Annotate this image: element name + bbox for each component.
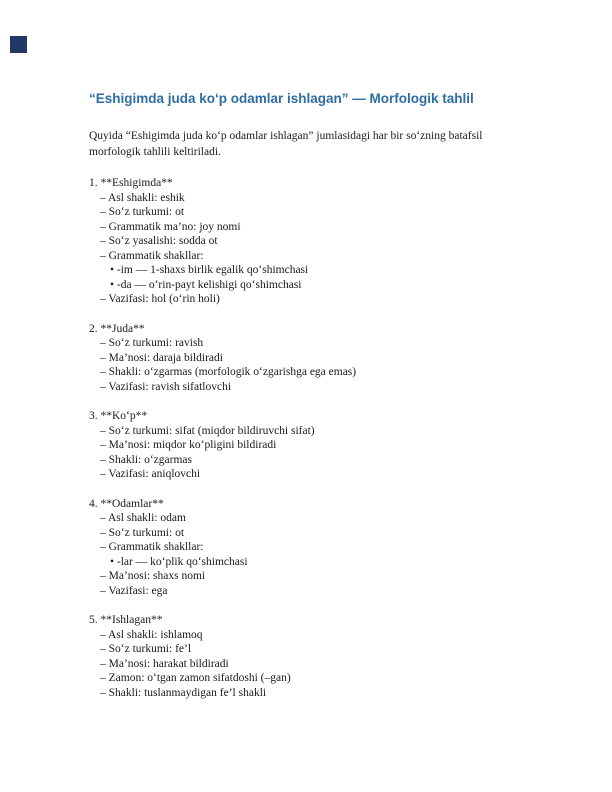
section-heading: 3. **Ko‘p**	[89, 410, 148, 422]
sub-bullet-line: • -da — o‘rin-payt kelishigi qo‘shimchasi	[110, 278, 302, 291]
dash-line: – So‘z turkumi: ot	[100, 206, 185, 218]
dash-line: – Shakli: tuslanmaydigan fe’l shakli	[100, 686, 267, 699]
analysis-section	[89, 497, 524, 599]
intro-paragraph: Quyida “Eshigimda juda ko‘p odamlar ishlagan” jumlasidagi har bir so‘zning batafsil morfologik tahlili keltiriladi.	[89, 130, 483, 158]
dash-line: – So‘z yasalishi: sodda ot	[100, 235, 218, 247]
dash-line: – So‘z turkumi: ot	[100, 526, 185, 539]
analysis-section	[89, 176, 524, 307]
analysis-section	[89, 613, 524, 700]
dash-line: – Asl shakli: odam	[100, 512, 186, 524]
dash-line: – Grammatik ma’no: joy nomi	[100, 220, 241, 233]
section-heading: 1. **Eshigimda**	[89, 177, 173, 189]
section-heading: 4. **Odamlar**	[89, 497, 164, 510]
dash-line: – Ma’nosi: harakat bildiradi	[100, 657, 229, 670]
dash-line: – Shakli: o‘zgarmas (morfologik o‘zgarishga ega emas)	[100, 366, 357, 378]
dash-line: – So‘z turkumi: fe’l	[100, 643, 192, 655]
dash-line: – Vazifasi: ega	[100, 584, 168, 597]
analysis-section	[89, 409, 524, 482]
dash-line: – Vazifasi: ravish sifatlovchi	[100, 380, 232, 393]
page-corner-logo	[10, 36, 27, 53]
dash-line: – Grammatik shakllar:	[100, 249, 204, 262]
dash-line: – Ma’nosi: daraja bildiradi	[100, 351, 223, 364]
page-title: “Eshigimda juda ko‘p odamlar ishlagan” — Morfologik tahlil	[89, 91, 474, 106]
section-heading: 5. **Ishlagan**	[89, 614, 163, 626]
analysis-sections	[89, 176, 524, 700]
dash-line: – Asl shakli: ishlamoq	[100, 628, 203, 641]
dash-line: – Zamon: o‘tgan zamon sifatdoshi (–gan)	[100, 672, 291, 684]
dash-line: – Asl shakli: eshik	[100, 191, 185, 204]
sub-bullet-line: • -lar — ko‘plik qo‘shimchasi	[110, 555, 248, 568]
analysis-section	[89, 322, 524, 395]
dash-line: – Grammatik shakllar:	[100, 541, 204, 553]
dash-line: – Ma’nosi: shaxs nomi	[100, 570, 206, 582]
dash-line: – Vazifasi: hol (o‘rin holi)	[100, 293, 220, 305]
dash-line: – So‘z turkumi: sifat (miqdor bildiruvchi sifat)	[100, 424, 315, 437]
dash-line: – Ma’nosi: miqdor ko‘pligini bildiradi	[100, 439, 277, 451]
sub-bullet-line: • -im — 1-shaxs birlik egalik qo‘shimchasi	[110, 264, 309, 276]
dash-line: – So‘z turkumi: ravish	[100, 337, 204, 349]
dash-line: – Vazifasi: aniqlovchi	[100, 468, 201, 480]
dash-line: – Shakli: o‘zgarmas	[100, 453, 192, 466]
section-heading: 2. **Juda**	[89, 322, 145, 335]
